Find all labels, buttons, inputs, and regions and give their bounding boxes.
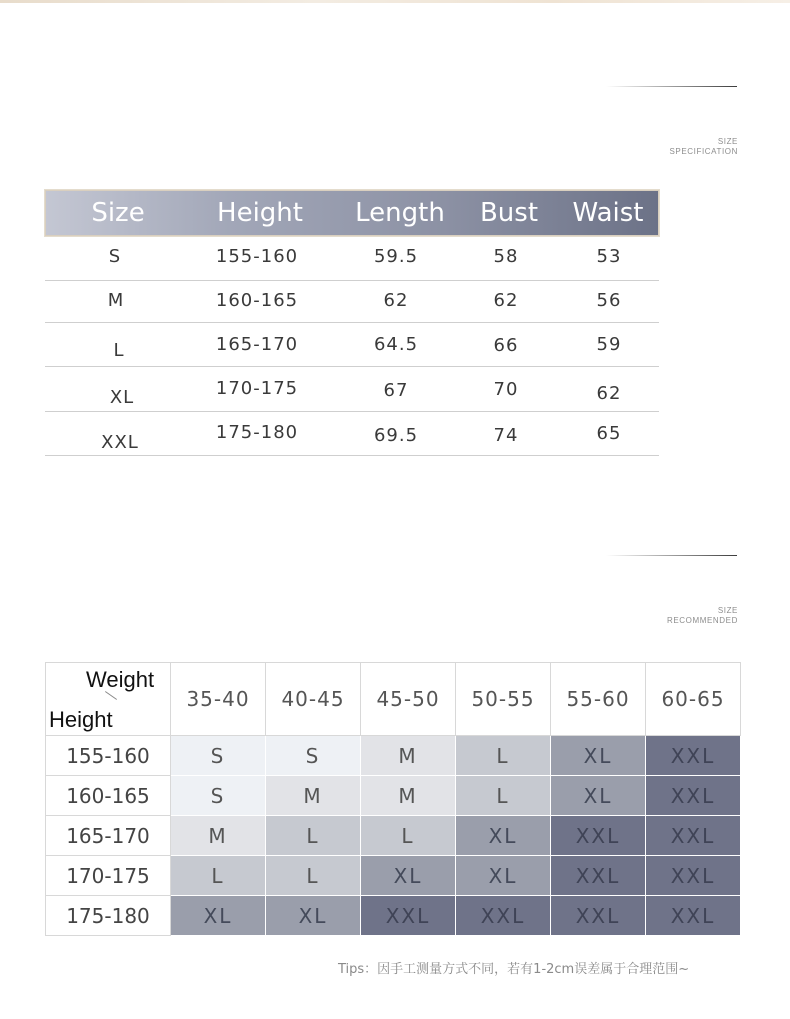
- section-label-line1: SIZE: [717, 606, 738, 615]
- recommendation-row: [46, 736, 741, 776]
- spec-cell-height: 170-175: [215, 378, 299, 399]
- spec-cell-height: 165-170: [215, 334, 299, 355]
- spec-row: [45, 236, 659, 281]
- height-row-header: 165-170: [46, 816, 171, 856]
- spec-cell-waist: 59: [596, 334, 622, 355]
- section-label-line1: SIZE: [717, 137, 738, 146]
- section-label: [669, 137, 738, 157]
- weight-header: 55-60: [551, 663, 646, 736]
- spec-cell-waist: 65: [596, 423, 622, 444]
- recommendation-row: [46, 856, 741, 896]
- size-cell: S: [266, 736, 361, 776]
- spec-cell-waist: 62: [596, 383, 622, 404]
- size-cell: XL: [266, 896, 361, 936]
- spec-cell-length: 64.5: [373, 334, 419, 355]
- section-label-line2: SPECIFICATION: [669, 147, 738, 156]
- spec-cell-size: M: [107, 290, 125, 311]
- spec-row: [45, 322, 659, 367]
- size-cell: XXL: [646, 736, 741, 776]
- spec-cell-height: 175-180: [215, 422, 299, 443]
- size-cell: XL: [551, 736, 646, 776]
- spec-table-header: [45, 190, 659, 236]
- section-label-line2: RECOMMENDED: [666, 616, 738, 625]
- spec-row: [45, 367, 659, 412]
- spec-header-waist: Waist: [572, 198, 644, 228]
- spec-cell-size: L: [113, 340, 125, 361]
- height-row-header: 160-165: [46, 776, 171, 816]
- spec-cell-size: XXL: [101, 432, 139, 453]
- size-cell: XXL: [646, 896, 741, 936]
- spec-cell-height: 155-160: [215, 246, 299, 267]
- tips-note: Tips：因手工测量方式不同，若有1-2cm误差属于合理范围~: [338, 962, 690, 977]
- spec-cell-bust: 58: [493, 246, 519, 267]
- weight-header: 35-40: [171, 663, 266, 736]
- size-cell: L: [456, 776, 551, 816]
- size-cell: S: [171, 776, 266, 816]
- size-cell: XL: [361, 856, 456, 896]
- size-cell: S: [171, 736, 266, 776]
- recommendation-row: [46, 896, 741, 936]
- spec-cell-length: 62: [383, 290, 409, 311]
- height-row-header: 175-180: [46, 896, 171, 936]
- weight-header: 60-65: [646, 663, 741, 736]
- height-row-header: 170-175: [46, 856, 171, 896]
- size-cell: XXL: [551, 816, 646, 856]
- size-cell: XXL: [646, 776, 741, 816]
- spec-cell-waist: 56: [596, 290, 622, 311]
- spec-cell-size: S: [108, 246, 122, 267]
- size-cell: XL: [171, 896, 266, 936]
- spec-cell-bust: 70: [493, 379, 519, 400]
- spec-row: [45, 411, 659, 456]
- size-cell: XXL: [456, 896, 551, 936]
- top-decorative-strip: [0, 0, 790, 3]
- height-axis-label: Height: [49, 707, 113, 732]
- height-row-header: 155-160: [46, 736, 171, 776]
- spec-row: [45, 278, 659, 323]
- size-cell: L: [456, 736, 551, 776]
- weight-header-row: [46, 663, 741, 736]
- size-cell: L: [266, 856, 361, 896]
- weight-header: 45-50: [361, 663, 456, 736]
- spec-cell-waist: 53: [596, 246, 622, 267]
- size-cell: XXL: [361, 896, 456, 936]
- recommendation-row: [46, 776, 741, 816]
- spec-header-length: Length: [355, 198, 445, 228]
- size-cell: XXL: [646, 856, 741, 896]
- section-divider: [606, 555, 737, 556]
- spec-cell-size: XL: [109, 387, 135, 408]
- size-cell: L: [361, 816, 456, 856]
- size-cell: XXL: [551, 856, 646, 896]
- size-cell: L: [171, 856, 266, 896]
- spec-header-bust: Bust: [479, 198, 539, 228]
- spec-cell-length: 69.5: [373, 425, 419, 446]
- section-divider: [606, 86, 737, 87]
- spec-header-height: Height: [217, 198, 303, 228]
- size-cell: M: [266, 776, 361, 816]
- size-cell: L: [266, 816, 361, 856]
- size-cell: M: [361, 736, 456, 776]
- spec-cell-length: 59.5: [373, 246, 419, 267]
- weight-header: 50-55: [456, 663, 551, 736]
- spec-header-size: Size: [91, 198, 145, 228]
- weight-header: 40-45: [266, 663, 361, 736]
- spec-cell-bust: 66: [493, 335, 519, 356]
- size-cell: XXL: [646, 816, 741, 856]
- size-cell: XXL: [551, 896, 646, 936]
- size-cell: M: [361, 776, 456, 816]
- recommendation-body: [46, 736, 741, 936]
- spec-cell-bust: 74: [493, 425, 519, 446]
- size-cell: M: [171, 816, 266, 856]
- spec-cell-height: 160-165: [215, 290, 299, 311]
- size-cell: XL: [456, 816, 551, 856]
- spec-cell-bust: 62: [493, 290, 519, 311]
- size-recommendation-table: [45, 662, 741, 936]
- weight-axis-label: Weight: [86, 667, 155, 692]
- recommendation-row: [46, 816, 741, 856]
- size-cell: XL: [456, 856, 551, 896]
- corner-cell: [46, 663, 171, 736]
- size-cell: XL: [551, 776, 646, 816]
- spec-cell-length: 67: [383, 380, 409, 401]
- section-label: [667, 606, 738, 626]
